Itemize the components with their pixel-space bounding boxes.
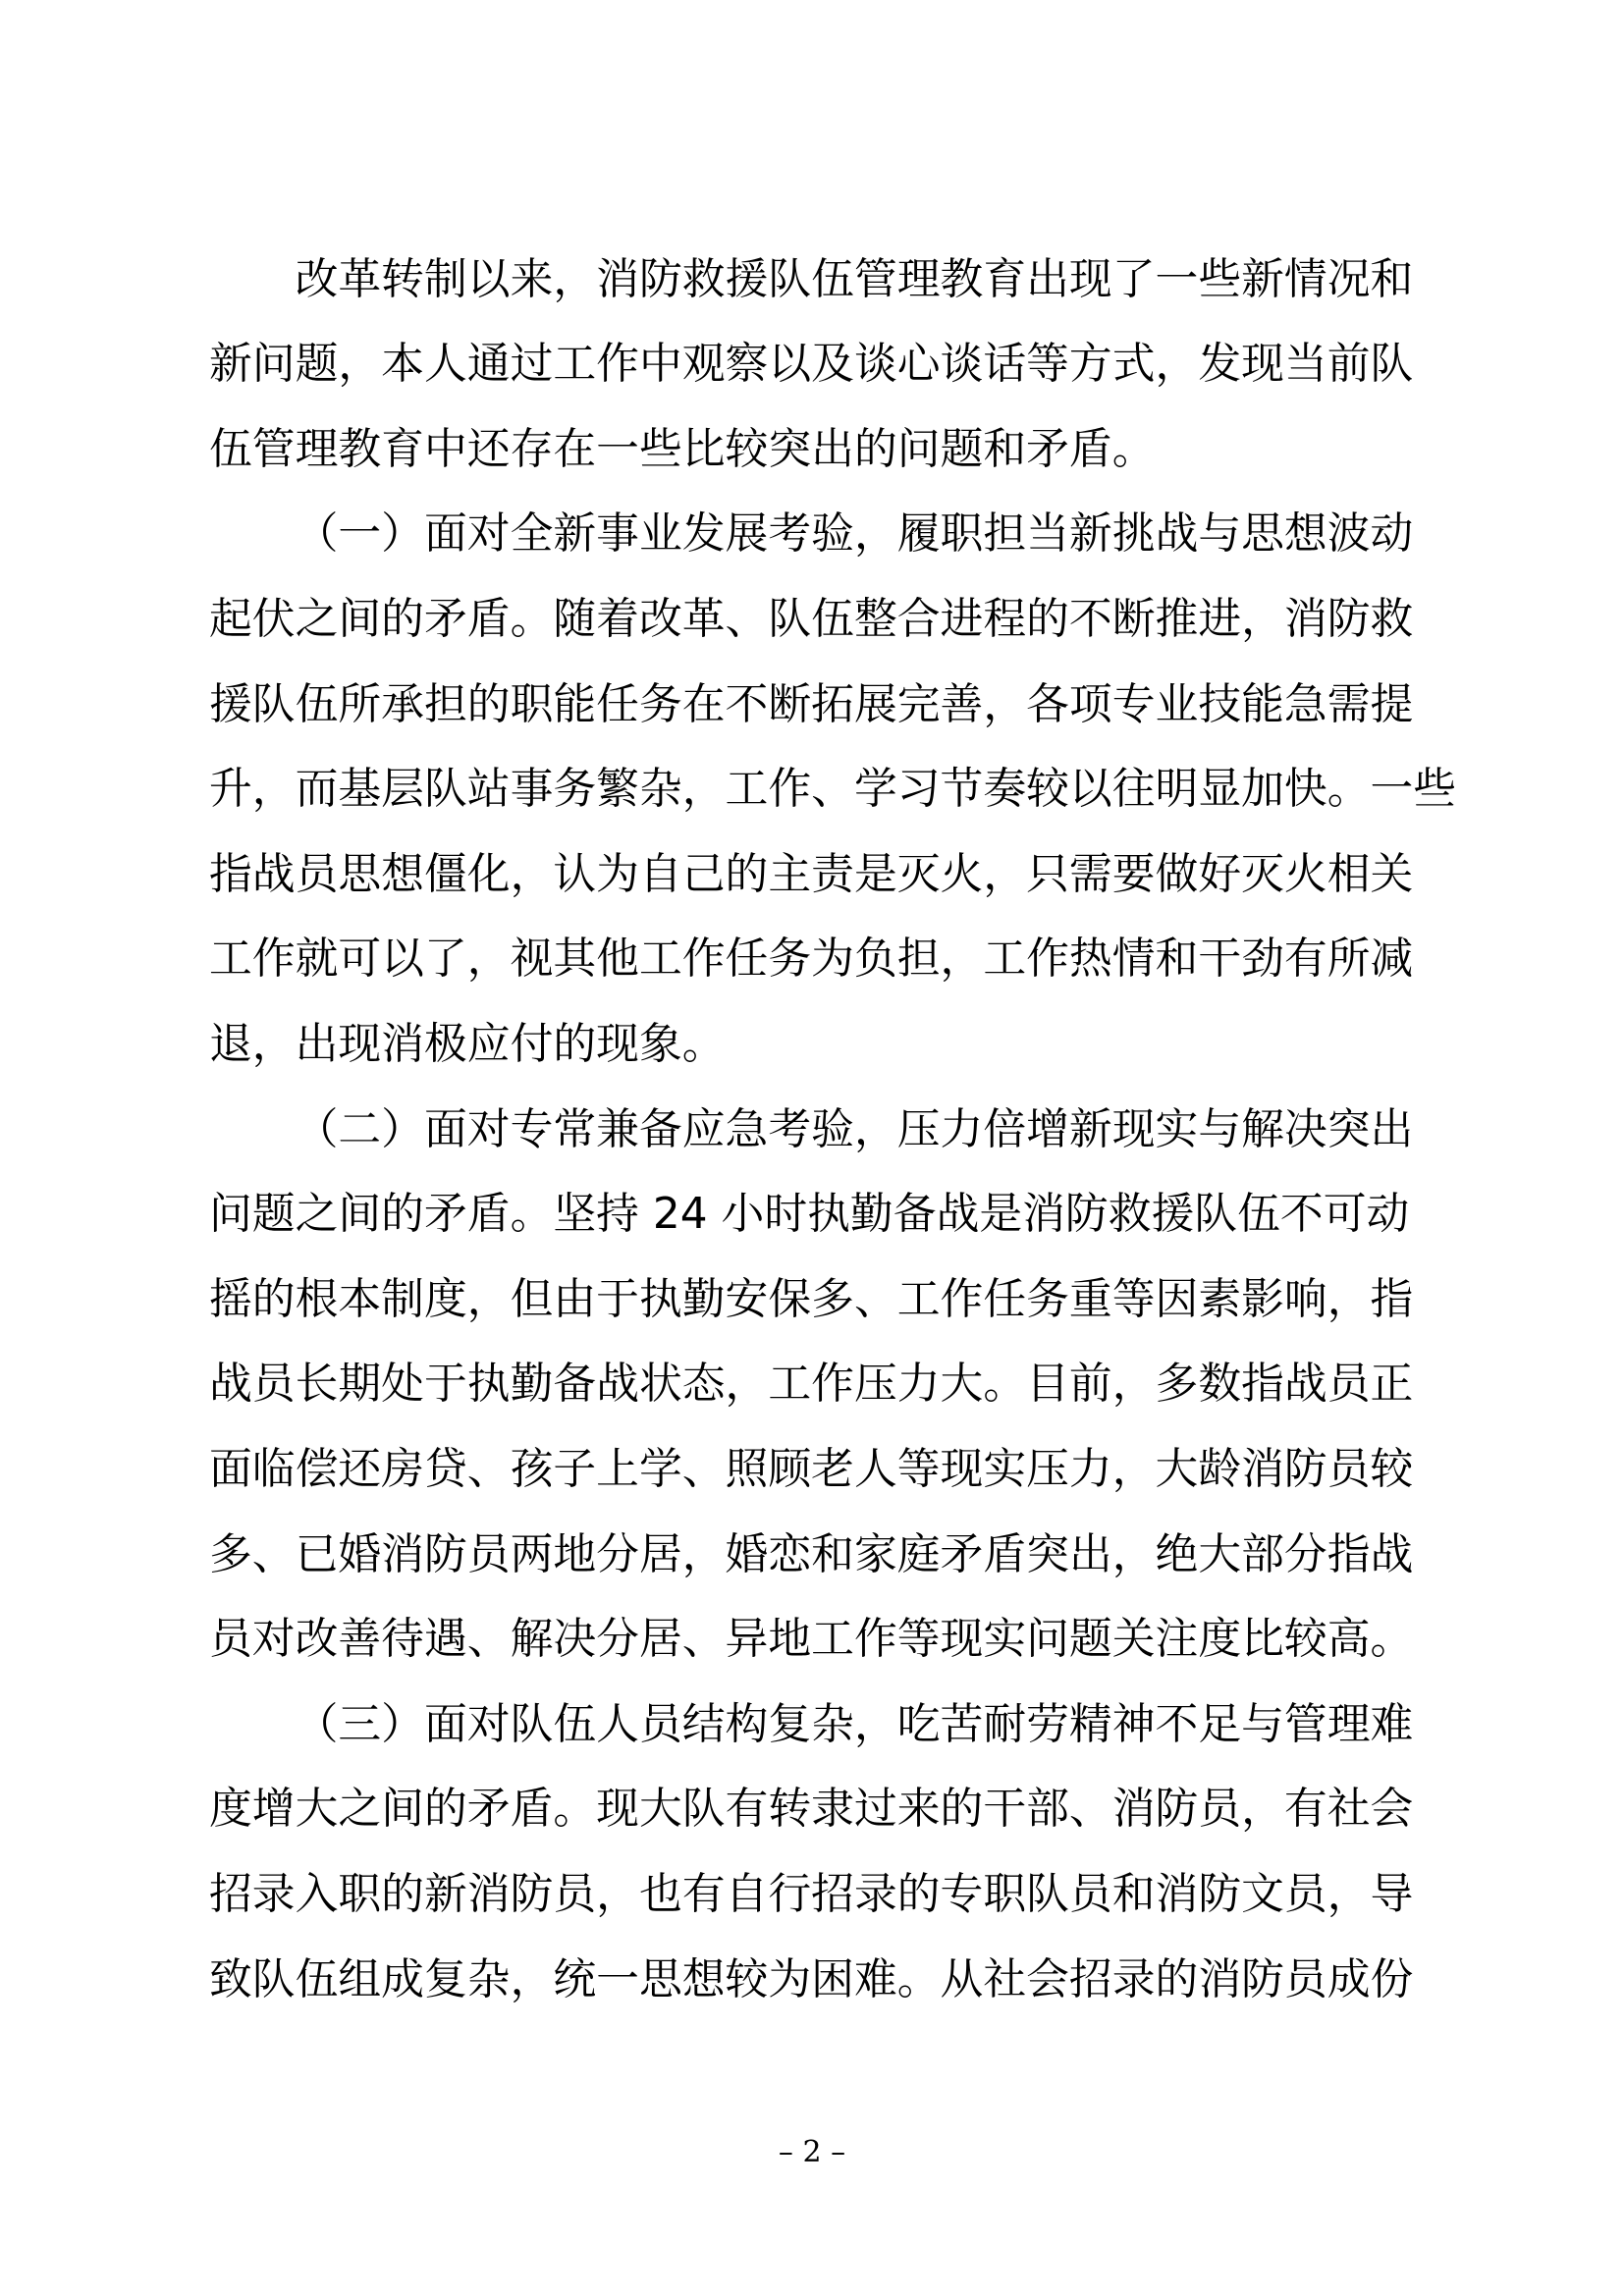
text-line: （二）面对专常兼备应急考验，压力倍增新现实与解决突出 — [295, 1103, 1414, 1154]
text-line: 起伏之间的矛盾。随着改革、队伍整合进程的不断推进，消防救 — [209, 594, 1414, 645]
text-line: （一）面对全新事业发展考验，履职担当新挑战与思想波动 — [295, 508, 1414, 560]
paragraph-section-2 — [209, 1088, 1427, 1682]
text-line: 招录入职的新消防员，也有自行招录的专职队员和消防文员，导 — [209, 1868, 1414, 1919]
text-line: 面临偿还房贷、孩子上学、照顾老人等现实压力，大龄消防员较 — [209, 1444, 1414, 1494]
text-line: 伍管理教育中还存在一些比较突出的问题和矛盾。 — [209, 423, 1156, 474]
text-line: 战员长期处于执勤备战状态，工作压力大。目前，多数指战员正 — [209, 1359, 1414, 1410]
text-line: 退，出现消极应付的现象。 — [209, 1019, 726, 1070]
body-text — [209, 238, 1457, 2022]
text-line: 工作就可以了，视其他工作任务为负担，工作热情和干劲有所减 — [209, 934, 1414, 985]
text-line: 升，而基层队站事务繁杂，工作、学习节奏较以往明显加快。一些 — [209, 764, 1457, 815]
paragraph-intro — [209, 238, 1427, 493]
text-line: 改革转制以来，消防救援队伍管理教育出现了一些新情况和 — [295, 253, 1414, 304]
text-line: 致队伍组成复杂，统一思想较为困难。从社会招录的消防员成份 — [209, 1953, 1414, 2004]
text-line: 新问题，本人通过工作中观察以及谈心谈话等方式，发现当前队 — [209, 339, 1414, 390]
text-line: 员对改善待遇、解决分居、异地工作等现实问题关注度比较高。 — [209, 1614, 1414, 1665]
text-line: 指战员思想僵化，认为自己的主责是灭火，只需要做好灭火相关 — [209, 848, 1414, 899]
text-line: （三）面对队伍人员结构复杂，吃苦耐劳精神不足与管理难 — [295, 1698, 1414, 1749]
text-line: 度增大之间的矛盾。现大队有转隶过来的干部、消防员，有社会 — [209, 1784, 1414, 1835]
text-line: 问题之间的矛盾。坚持 24 小时执勤备战是消防救援队伍不可动 — [209, 1189, 1410, 1240]
page-number: – 2 – — [778, 2135, 846, 2169]
text-line: 多、已婚消防员两地分居，婚恋和家庭矛盾突出，绝大部分指战 — [209, 1528, 1414, 1579]
paragraph-section-1 — [209, 492, 1457, 1087]
text-line: 援队伍所承担的职能任务在不断拓展完善，各项专业技能急需提 — [209, 678, 1414, 729]
paragraph-section-3 — [209, 1682, 1427, 2022]
text-line: 摇的根本制度，但由于执勤安保多、工作任务重等因素影响，指 — [209, 1273, 1414, 1324]
